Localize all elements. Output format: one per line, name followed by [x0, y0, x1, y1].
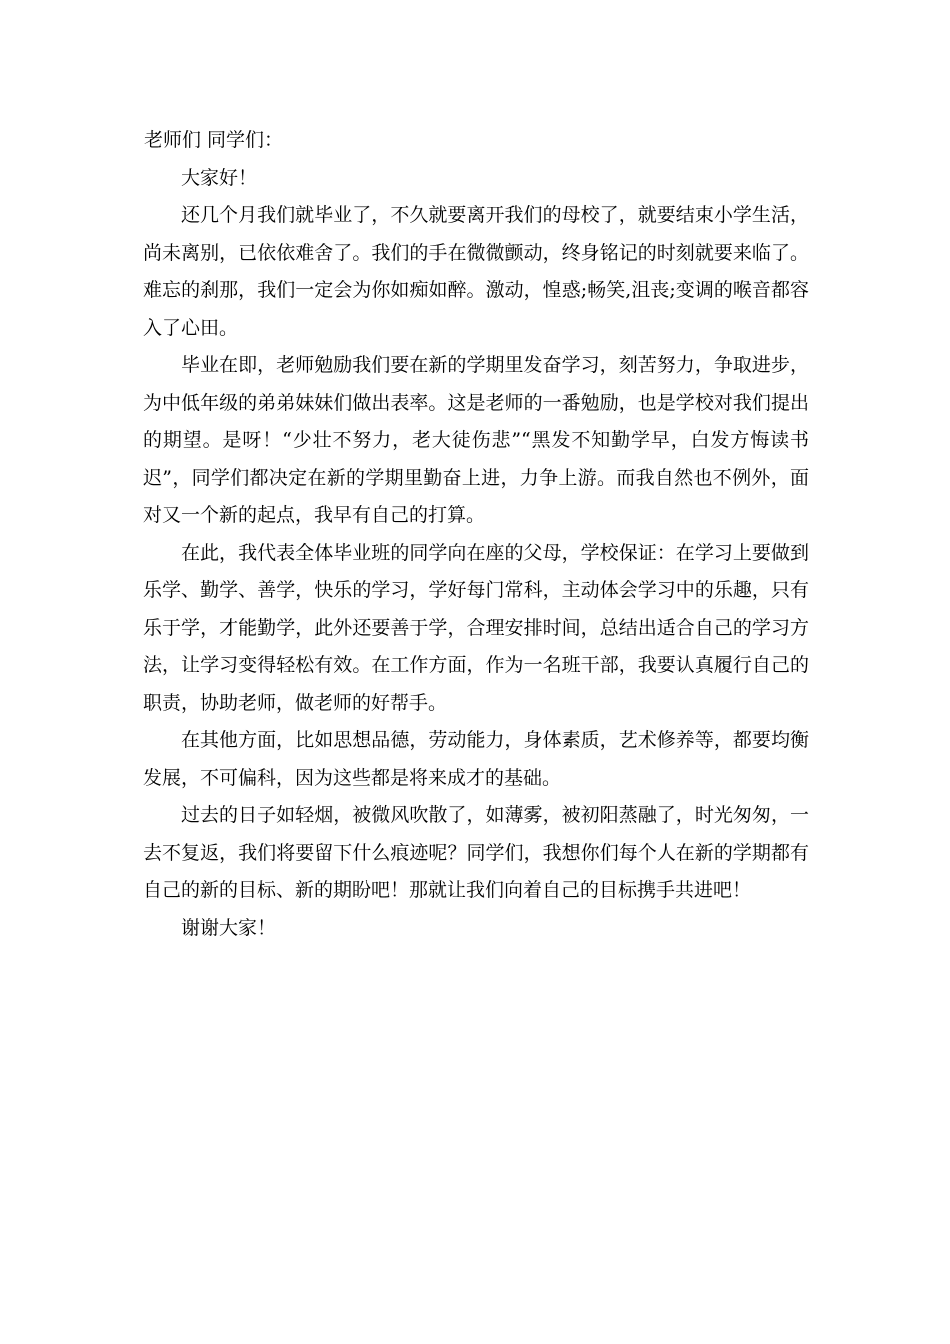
document-body — [143, 122, 809, 947]
body-paragraph: 毕业在即，老师勉励我们要在新的学期里发奋学习，刻苦努力，争取进步，为中低年级的弟弟妹妹们做出表率。这是老师的一番勉励，也是学校对我们提出的期望。是呀！“少壮不努力，老大徒伤悲”“黑发不知勤学早，白发方悔读书迟”，同学们都决定在新的学期里勤奋上进，力争上游。而我自然也不例外，面对又一个新的起点，我早有自己的打算。 — [143, 354, 809, 526]
body-paragraph: 在其他方面，比如思想品德，劳动能力，身体素质，艺术修养等，都要均衡发展，不可偏科，因为这些都是将来成才的基础。 — [143, 729, 809, 789]
greeting-paragraph: 大家好！ — [181, 166, 258, 189]
body-paragraph: 过去的日子如轻烟，被微风吹散了，如薄雾，被初阳蒸融了，时光匆匆，一去不复返，我们将要留下什么痕迹呢？同学们，我想你们每个人在新的学期都有自己的新的目标、新的期盼吧！那就让我们向着自己的目标携手共进吧！ — [143, 804, 809, 901]
body-paragraph: 在此，我代表全体毕业班的同学向在座的父母，学校保证：在学习上要做到乐学、勤学、善学，快乐的学习，学好每门常科，主动体会学习中的乐趣，只有乐于学，才能勤学，此外还要善于学，合理安排时间，总结出适合自己的学习方法，让学习变得轻松有效。在工作方面，作为一名班干部，我要认真履行自己的职责，协助老师，做老师的好帮手。 — [143, 541, 809, 714]
closing-paragraph: 谢谢大家！ — [181, 916, 277, 939]
salutation: 老师们 同学们： — [144, 129, 284, 151]
body-paragraph: 还几个月我们就毕业了，不久就要离开我们的母校了，就要结束小学生活，尚未离别，已依依难舍了。我们的手在微微颤动，终身铭记的时刻就要来临了。难忘的刹那，我们一定会为你如痴如醉。激动，惶惑;畅笑,沮丧;变调的喉音都容入了心田。 — [143, 204, 809, 339]
